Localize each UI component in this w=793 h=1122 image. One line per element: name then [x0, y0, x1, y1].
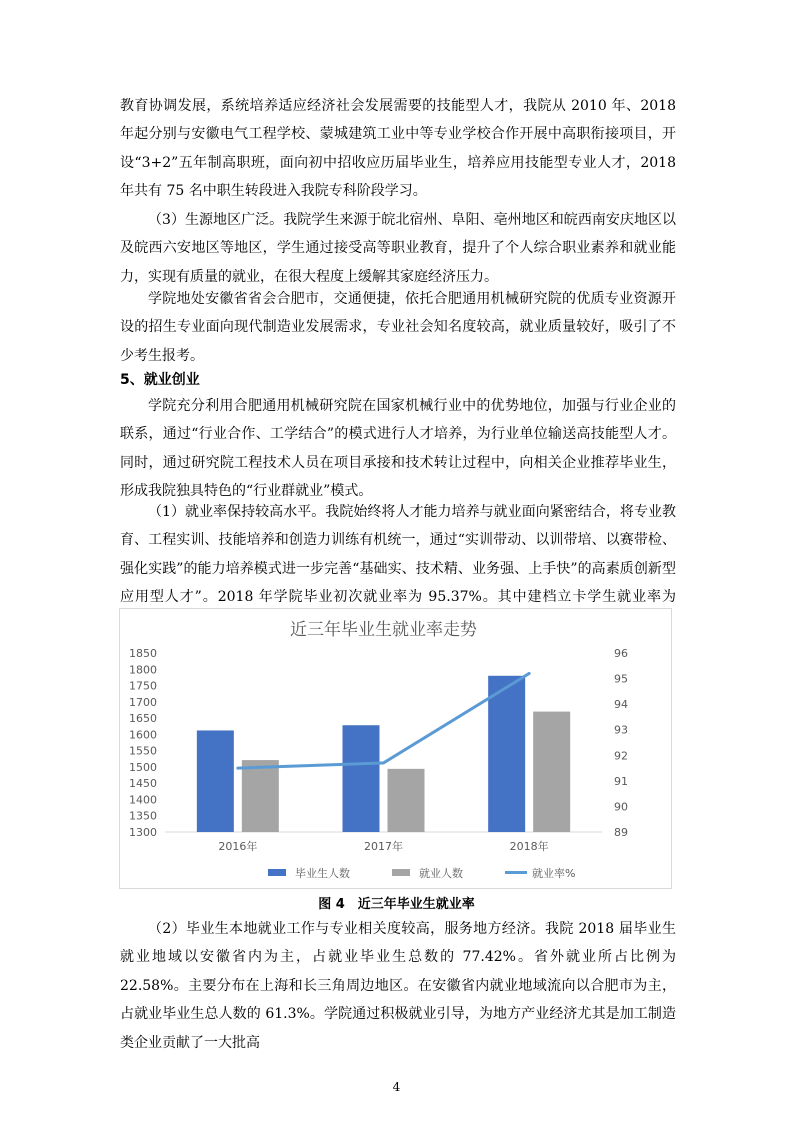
paragraph-4: 学院充分利用合肥通用机械研究院在国家机械行业中的优势地位，加强与行业企业的联系，通过“行业合作、工学结合”的模式进行人才培养，为行业单位输送高技能型人才。同时，通过研究院工程技术人员在项目承接和技术转让过程中，向相关企业推荐毕业生，形成我院独具特色的“行业群就业”模式。 [120, 398, 676, 500]
bar-毕业生人数-2016年 [197, 730, 234, 832]
bar-就业人数-2018年 [533, 712, 570, 832]
y-left-tick-label: 1550 [129, 744, 157, 758]
legend-swatch-毕业生人数 [268, 869, 286, 876]
figure-caption: 图 4 近三年毕业生就业率 [318, 897, 475, 912]
y-right-tick-label: 93 [614, 723, 628, 737]
y-left-tick-label: 1300 [129, 826, 157, 839]
x-tick-label: 2017年 [364, 840, 403, 853]
legend-swatch-就业人数 [392, 869, 410, 876]
paragraph-5: （1）就业率保持较高水平。我院始终将人才能力培养与就业面向紧密结合，将专业教育、工程实训、技能培养和创造力训练有机统一，通过“实训带动、以训带培、以赛带检、强化实践”的能力培养模式进一步完善“基础实、技术精、业务强、上手快”的高素质创新型应用型人才”。2018 年学院毕业初次就业率为 95.37%。其中建档立卡学生就业率为 [120, 504, 676, 606]
y-right-tick-label: 90 [614, 800, 628, 814]
legend-label: 毕业生人数 [295, 867, 350, 880]
y-right-tick-label: 92 [614, 749, 628, 763]
paragraph-1: 教育协调发展，系统培养适应经济社会发展需要的技能型人才，我院从 2010 年、2018 年起分别与安徽电气工程学校、蒙城建筑工业中等专业学校合作开展中高职衔接项目，开设“3+2”五年制高职班，面向初中招收应历届毕业生，培养应用技能型专业人才，2018 年共有 75 名中职生转段进入我院专科阶段学习。 [120, 98, 676, 200]
y-right-tick-label: 89 [614, 826, 628, 839]
y-right-tick-label: 96 [614, 647, 628, 660]
paragraph-6: （2）毕业生本地就业工作与专业相关度较高，服务地方经济。我院 2018 届毕业生就业地域以安徽省内为主，占就业毕业生总数的 77.42%。省外就业所占比例为 22.58%。主要分布在上海和长三角周边地区。在安徽省内就业地域流向以合肥市为主，占就业毕业生总人数的 61.3%。学院通过积极就业引导，为地方产业经济尤其是加工制造类企业贡献了一大批高 [120, 921, 676, 1051]
bar-就业人数-2016年 [242, 760, 279, 832]
x-tick-label: 2018年 [509, 840, 549, 853]
legend-label: 就业人数 [419, 867, 463, 880]
paragraph-3: 学院地处安徽省省会合肥市，交通便捷，依托合肥通用机械研究院的优质专业资源开设的招生专业面向现代制造业发展需求，专业社会知名度较高，就业质量较好，吸引了不少考生报考。 [120, 291, 676, 364]
y-left-tick-label: 1650 [129, 712, 157, 726]
y-left-tick-label: 1800 [129, 663, 157, 677]
y-left-tick-label: 1600 [129, 728, 157, 742]
y-right-tick-label: 95 [614, 672, 628, 686]
y-left-tick-label: 1450 [129, 777, 157, 791]
bar-毕业生人数-2017年 [343, 725, 380, 832]
chart-title: 近三年毕业生就业率走势 [290, 620, 477, 640]
bar-就业人数-2017年 [388, 769, 425, 832]
y-right-tick-label: 94 [614, 698, 628, 712]
series-line-就业率% [238, 673, 529, 768]
legend-label: 就业率% [532, 867, 576, 880]
y-left-tick-label: 1700 [129, 695, 157, 709]
y-right-tick-label: 91 [614, 774, 628, 788]
y-left-tick-label: 1400 [129, 793, 157, 807]
y-left-tick-label: 1750 [129, 679, 157, 693]
y-left-tick-label: 1850 [129, 647, 157, 660]
y-left-tick-label: 1350 [129, 809, 157, 823]
chart-svg [120, 609, 673, 890]
y-left-tick-label: 1500 [129, 760, 157, 774]
bar-毕业生人数-2018年 [488, 676, 525, 832]
x-tick-label: 2016年 [218, 840, 258, 853]
page-number: 4 [392, 1080, 401, 1094]
employment-chart [119, 608, 672, 889]
section-heading: 5、就业创业 [120, 372, 200, 388]
paragraph-2: （3）生源地区广泛。我院学生来源于皖北宿州、阜阳、亳州地区和皖西南安庆地区以及皖西六安地区等地区，学生通过接受高等职业教育，提升了个人综合职业素养和就业能力，实现有质量的就业，在很大程度上缓解其家庭经济压力。 [120, 212, 676, 285]
